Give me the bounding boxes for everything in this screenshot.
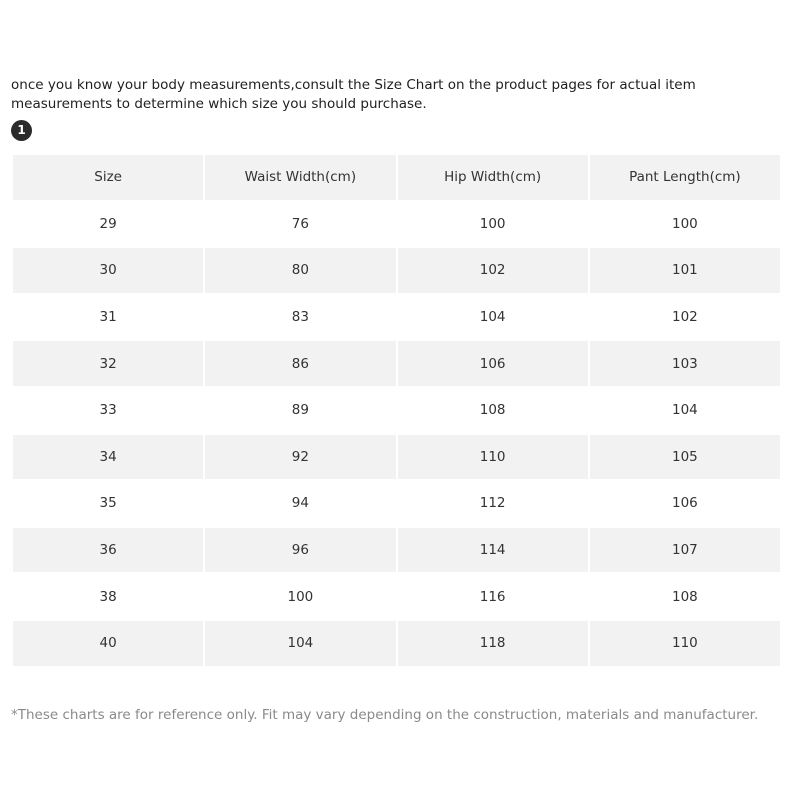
cell-pant-length: 102 — [590, 295, 780, 340]
header-waist-width: Waist Width(cm) — [205, 155, 395, 200]
cell-hip-width: 106 — [398, 341, 588, 386]
header-hip-width: Hip Width(cm) — [398, 155, 588, 200]
cell-hip-width: 116 — [398, 574, 588, 619]
cell-size: 29 — [13, 202, 203, 247]
cell-pant-length: 104 — [590, 388, 780, 433]
cell-size: 35 — [13, 481, 203, 526]
table-row — [13, 621, 780, 666]
cell-hip-width: 114 — [398, 528, 588, 573]
cell-size: 31 — [13, 295, 203, 340]
step-number-badge: 1 — [11, 120, 32, 141]
cell-hip-width: 112 — [398, 481, 588, 526]
cell-waist-width: 94 — [205, 481, 395, 526]
cell-pant-length: 107 — [590, 528, 780, 573]
cell-hip-width: 110 — [398, 435, 588, 480]
cell-hip-width: 100 — [398, 202, 588, 247]
table-row — [13, 528, 780, 573]
cell-size: 33 — [13, 388, 203, 433]
cell-waist-width: 104 — [205, 621, 395, 666]
table-row — [13, 574, 780, 619]
cell-pant-length: 105 — [590, 435, 780, 480]
cell-pant-length: 108 — [590, 574, 780, 619]
cell-pant-length: 106 — [590, 481, 780, 526]
cell-hip-width: 108 — [398, 388, 588, 433]
cell-pant-length: 100 — [590, 202, 780, 247]
reference-footnote: *These charts are for reference only. Fit may vary depending on the construction, materials and manufacturer. — [11, 707, 759, 723]
cell-size: 36 — [13, 528, 203, 573]
cell-waist-width: 86 — [205, 341, 395, 386]
cell-pant-length: 103 — [590, 341, 780, 386]
table-row — [13, 202, 780, 247]
header-size: Size — [13, 155, 203, 200]
table-row — [13, 341, 780, 386]
size-chart-table — [11, 153, 782, 668]
cell-hip-width: 102 — [398, 248, 588, 293]
table-header-row — [13, 155, 780, 200]
cell-size: 40 — [13, 621, 203, 666]
cell-waist-width: 83 — [205, 295, 395, 340]
cell-waist-width: 100 — [205, 574, 395, 619]
cell-waist-width: 92 — [205, 435, 395, 480]
intro-text: once you know your body measurements,consult the Size Chart on the product pages for actual item measurements to determine which size you should purchase. — [11, 77, 696, 112]
table-row — [13, 388, 780, 433]
cell-hip-width: 104 — [398, 295, 588, 340]
cell-pant-length: 110 — [590, 621, 780, 666]
cell-waist-width: 76 — [205, 202, 395, 247]
cell-waist-width: 80 — [205, 248, 395, 293]
cell-waist-width: 96 — [205, 528, 395, 573]
cell-size: 34 — [13, 435, 203, 480]
cell-hip-width: 118 — [398, 621, 588, 666]
cell-size: 38 — [13, 574, 203, 619]
table-row — [13, 248, 780, 293]
cell-pant-length: 101 — [590, 248, 780, 293]
table-row — [13, 435, 780, 480]
header-pant-length: Pant Length(cm) — [590, 155, 780, 200]
cell-waist-width: 89 — [205, 388, 395, 433]
table-row — [13, 481, 780, 526]
cell-size: 30 — [13, 248, 203, 293]
cell-size: 32 — [13, 341, 203, 386]
table-row — [13, 295, 780, 340]
